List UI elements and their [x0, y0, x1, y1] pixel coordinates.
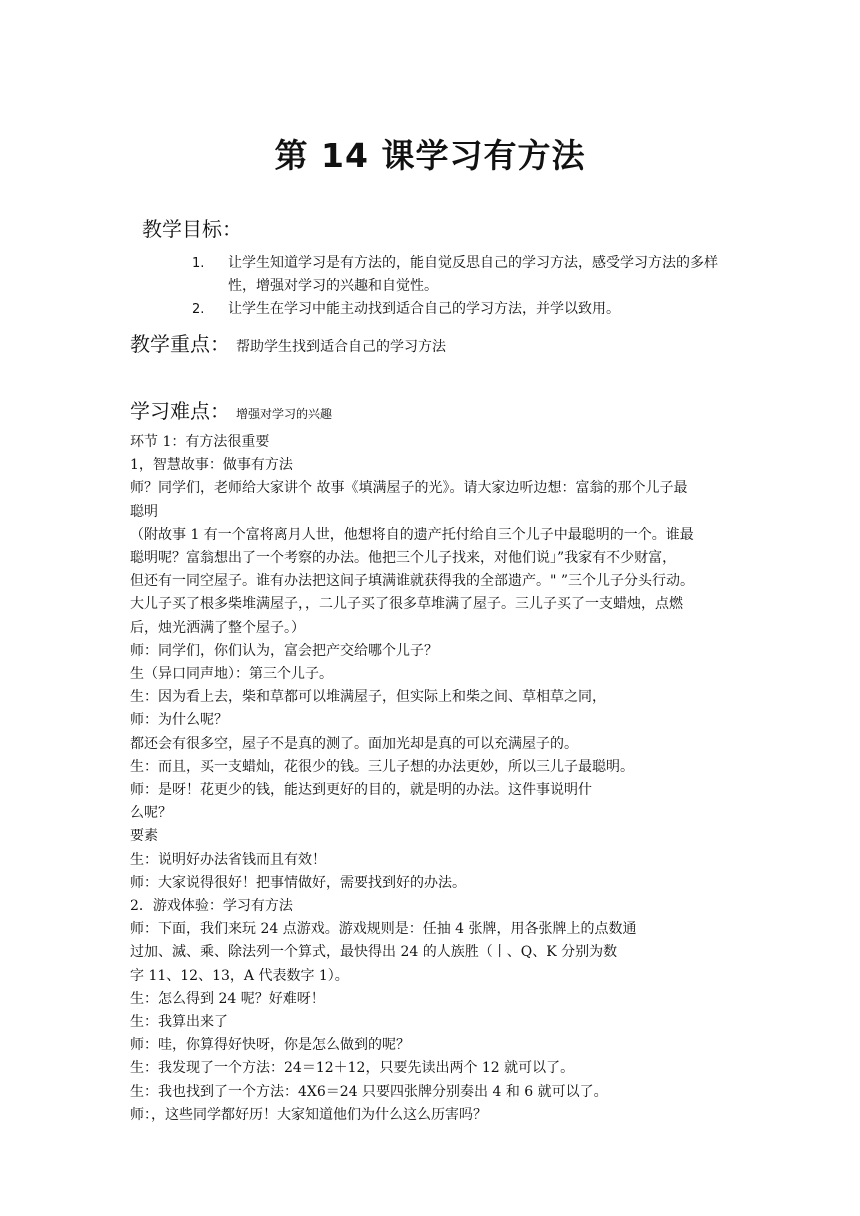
body-line: 生：说明好办法省钱而且有效！ — [130, 851, 326, 868]
difficulty-heading — [130, 397, 332, 428]
difficulty-label: 学习难点： — [130, 399, 230, 423]
body-line: 聪明呢？富翁想出了一个考察的办法。他把三个儿子找来，对他们说」”我家有不少财富， — [130, 550, 677, 567]
body-line: 师？同学们，老师给大家讲个 故事《填满屋子的光》。请大家边听边想：富翁的那个儿子最 — [130, 480, 688, 497]
body-line: 都还会有很多空，屋子不是真的测了。面加光却是真的可以充满屋子的。 — [130, 735, 578, 752]
body-line: 师：同学们，你们认为，富会把产交给哪个儿子？ — [130, 642, 438, 659]
key-point-heading — [130, 330, 446, 361]
body-line: 生：我发现了一个方法：24＝12＋12，只要先读出两个 12 就可以了。 — [130, 1060, 575, 1077]
body-line: 1，智慧故事：做事有方法 — [130, 457, 293, 474]
body-line: 过加、滅、乘、除法列一个算式，最快得出 24 的人族胜（丨、Q、K 分别为数 — [130, 944, 618, 961]
goal-item — [192, 298, 737, 321]
body-line: 生：怎么得到 24 呢？好难呀！ — [130, 990, 325, 1007]
body-line: 生：而且，买一支蜡灿，花很少的钱。三儿子想的办法更妙，所以三儿子最聪明。 — [130, 758, 634, 775]
body-line: 大儿子买了根多柴堆满屋子，，二儿子买了很多草堆满了屋子。三儿子买了一支蜡烛，点燃 — [130, 596, 683, 613]
body-line: 师：是呀！花更少的钱，能达到更好的目的，就是明的办法。这件事说明什 — [130, 782, 592, 799]
body-line: 师：为什么呢？ — [130, 712, 228, 729]
difficulty-text: 增强对学习的兴趣 — [236, 407, 333, 421]
body-line: 生（异口同声地）：第三个儿子。 — [130, 666, 333, 683]
key-point-text: 帮助学生找到适合自己的学习方法 — [236, 339, 446, 355]
lesson-body — [130, 431, 735, 1127]
body-line: 师：下面，我们来玩 24 点游戏。游戏规则是：任抽 4 张牌，用各张牌上的点数通 — [130, 921, 637, 938]
body-line: 聪明 — [130, 503, 158, 520]
goal-number: 2. — [192, 302, 205, 317]
body-line: 生：我算出来了 — [130, 1014, 228, 1031]
body-line: 师：哇，你算得好快呀，你是怎么做到的呢？ — [130, 1037, 410, 1054]
body-line: （附故事 1 有一个富将离月人世，他想将自的遗产托付给自三个儿子中最聪明的一个。谁最 — [130, 526, 694, 543]
body-line: 要素 — [130, 828, 158, 845]
goal-number: 1. — [192, 256, 205, 271]
body-line: 么呢？ — [130, 805, 172, 822]
body-line: 字 11、12、13，A 代表数字 1）。 — [130, 967, 349, 984]
goals-list — [192, 252, 737, 321]
body-line: 师：大家说得很好！把事情做好，需要找到好的办法。 — [130, 874, 466, 891]
goal-text: 让学生在学习中能主动找到适合自己的学习方法，并学以致用。 — [228, 301, 620, 317]
body-line: 2．游戏体验：学习有方法 — [130, 898, 293, 915]
page-title: 第 14 课学习有方法 — [274, 136, 586, 175]
body-line: 环节 1：有方法很重要 — [130, 434, 270, 450]
body-line: 师：，这些同学都好历！大家知道他们为什么这么历害吗？ — [130, 1106, 487, 1123]
goal-text: 让学生知道学习是有方法的，能自觉反思自己的学习方法，感受学习方法的多样性，增强对学习的兴趣和自觉性。 — [228, 255, 718, 294]
goal-item — [192, 252, 737, 298]
goals-heading: 教学目标： — [142, 217, 242, 241]
body-line: 生：我也找到了一个方法：4X6＝24 只要四张牌分别奏出 4 和 6 就可以了。 — [130, 1083, 608, 1100]
body-line: 后，烛光洒满了整个屋子。） — [130, 619, 305, 636]
body-line: 生：因为看上去，柴和草都可以堆满屋子，但实际上和柴之间、草相草之同， — [130, 689, 606, 706]
key-point-label: 教学重点： — [130, 332, 230, 356]
body-line: 但还有一同空屋子。谁有办法把这间子填满谁就获得我的全部遗产。" ”三个儿子分头行动。 — [130, 573, 695, 590]
